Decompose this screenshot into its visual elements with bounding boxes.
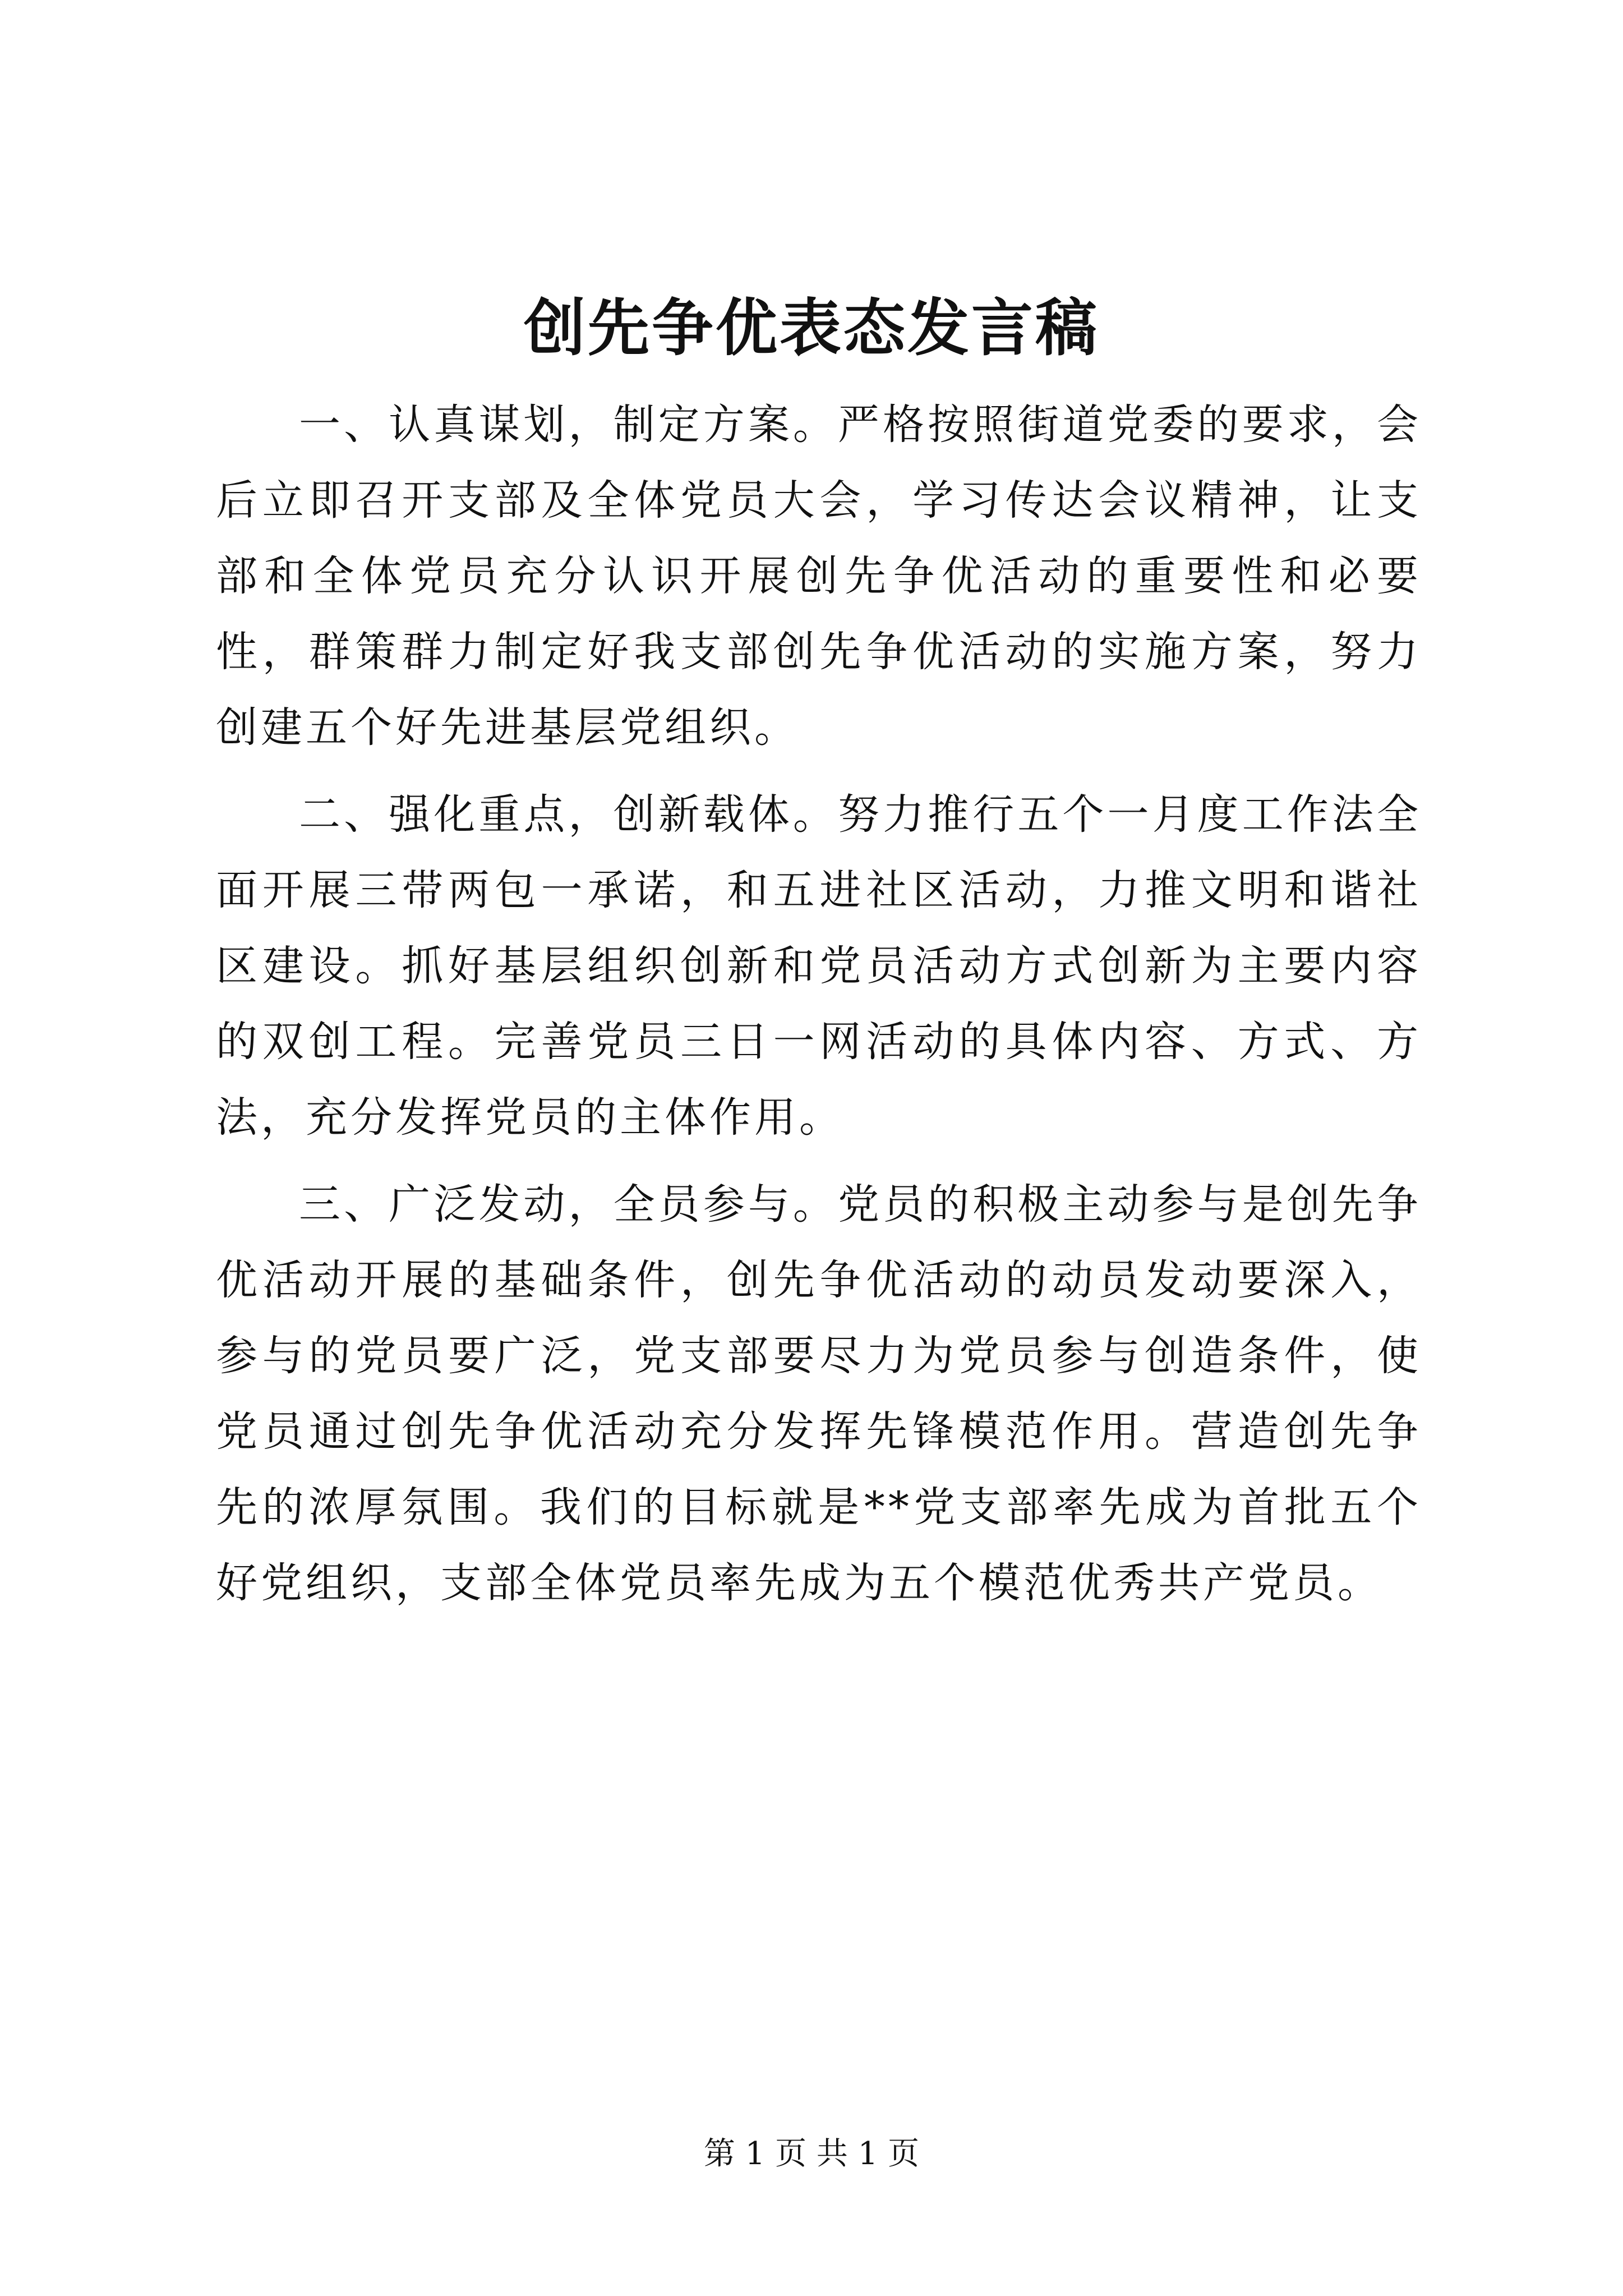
paragraph-3: 三、广泛发动，全员参与。党员的积极主动参与是创先争优活动开展的基础条件，创先争优活动的动员发动要深入，参与的党员要广泛，党支部要尽力为党员参与创造条件，使党员通过创先争优活动充分发挥先锋模范作用。营造创先争先的浓厚氛围。我们的目标就是**党支部率先成为首批五个好党组织，支部全体党员率先成为五个模范优秀共产党员。	[216, 1180, 1422, 1607]
document-body	[216, 387, 1422, 1632]
paragraph-1: 一、认真谋划，制定方案。严格按照街道党委的要求，会后立即召开支部及全体党员大会，学习传达会议精神，让支部和全体党员充分认识开展创先争优活动的重要性和必要性，群策群力制定好我支部创先争优活动的实施方案，努力创建五个好先进基层党组织。	[216, 401, 1422, 752]
document-title: 创先争优表态发言稿	[524, 292, 1099, 364]
paragraph-2: 二、强化重点，创新载体。努力推行五个一月度工作法全面开展三带两包一承诺，和五进社区活动，力推文明和谐社区建设。抓好基层组织创新和党员活动方式创新为主要内容的双创工程。完善党员三日一网活动的具体内容、方式、方法，充分发挥党员的主体作用。	[216, 790, 1422, 1142]
page-footer: 第 1 页 共 1 页	[703, 2136, 920, 2172]
